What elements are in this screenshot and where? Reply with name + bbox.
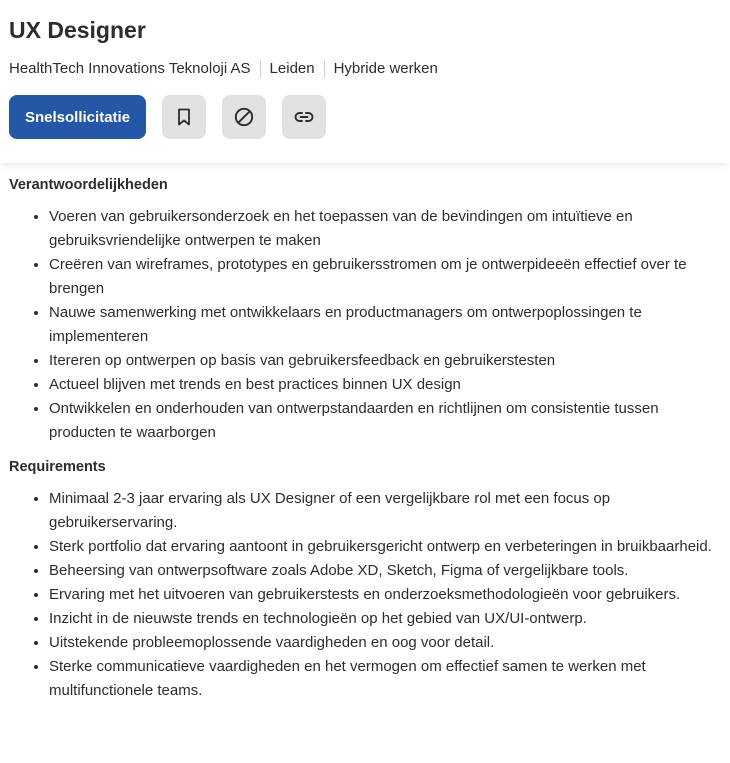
save-job-button[interactable] bbox=[162, 95, 206, 139]
job-meta bbox=[9, 59, 721, 79]
list-item: • Creëren van wireframes, prototypes en gebruikersstromen om je ontwerpideeën effectief over te brengen bbox=[49, 253, 721, 301]
bookmark-icon bbox=[174, 107, 194, 127]
meta-divider bbox=[324, 60, 325, 78]
not-interested-button[interactable] bbox=[222, 95, 266, 139]
list-item: • Sterk portfolio dat ervaring aantoont in gebruikersgericht ontwerp en verbeteringen in bruikbaarheid. bbox=[49, 535, 721, 559]
requirements-heading: Requirements bbox=[9, 459, 106, 475]
list-item: • Voeren van gebruikersonderzoek en het toepassen van de bevindingen om intuïtieve en gebruiksvriendelijke ontwerpen te maken bbox=[49, 205, 721, 253]
list-item: • Actueel blijven met trends en best practices binnen UX design bbox=[49, 373, 721, 397]
job-description bbox=[0, 163, 730, 703]
list-item: • Minimaal 2-3 jaar ervaring als UX Designer of een vergelijkbare rol met een focus op gebruikerservaring. bbox=[49, 487, 721, 535]
link-icon bbox=[293, 106, 315, 128]
job-title: UX Designer bbox=[9, 17, 146, 43]
apply-button[interactable]: Snelsollicitatie bbox=[9, 95, 146, 139]
list-item: • Inzicht in de nieuwste trends en technologieën op het gebied van UX/UI-ontwerp. bbox=[49, 607, 721, 631]
job-location: Leiden bbox=[269, 60, 315, 77]
list-item: • Beheersing van ontwerpsoftware zoals Adobe XD, Sketch, Figma of vergelijkbare tools. bbox=[49, 559, 721, 583]
responsibilities-heading: Verantwoordelijkheden bbox=[9, 177, 168, 193]
responsibilities-list bbox=[9, 205, 721, 445]
requirements-list bbox=[9, 487, 721, 703]
list-item: • Ontwikkelen en onderhouden van ontwerpstandaarden en richtlijnen om consistentie tussen producten te waarborgen bbox=[49, 397, 721, 445]
block-icon bbox=[233, 106, 255, 128]
list-item: • Sterke communicatieve vaardigheden en het vermogen om effectief samen te werken met multifunctionele teams. bbox=[49, 655, 721, 703]
work-type: Hybride werken bbox=[333, 60, 438, 77]
job-header bbox=[0, 0, 730, 163]
share-link-button[interactable] bbox=[282, 95, 326, 139]
list-item: • Ervaring met het uitvoeren van gebruikerstests en onderzoeksmethodologieën voor gebruikers. bbox=[49, 583, 721, 607]
list-item: • Itereren op ontwerpen op basis van gebruikersfeedback en gebruikerstesten bbox=[49, 349, 721, 373]
list-item: • Nauwe samenwerking met ontwikkelaars en productmanagers om ontwerpoplossingen te implementeren bbox=[49, 301, 721, 349]
company-name[interactable]: HealthTech Innovations Teknoloji AS bbox=[9, 60, 251, 77]
meta-divider bbox=[260, 60, 261, 78]
job-actions bbox=[9, 95, 721, 139]
list-item: • Uitstekende probleemoplossende vaardigheden en oog voor detail. bbox=[49, 631, 721, 655]
